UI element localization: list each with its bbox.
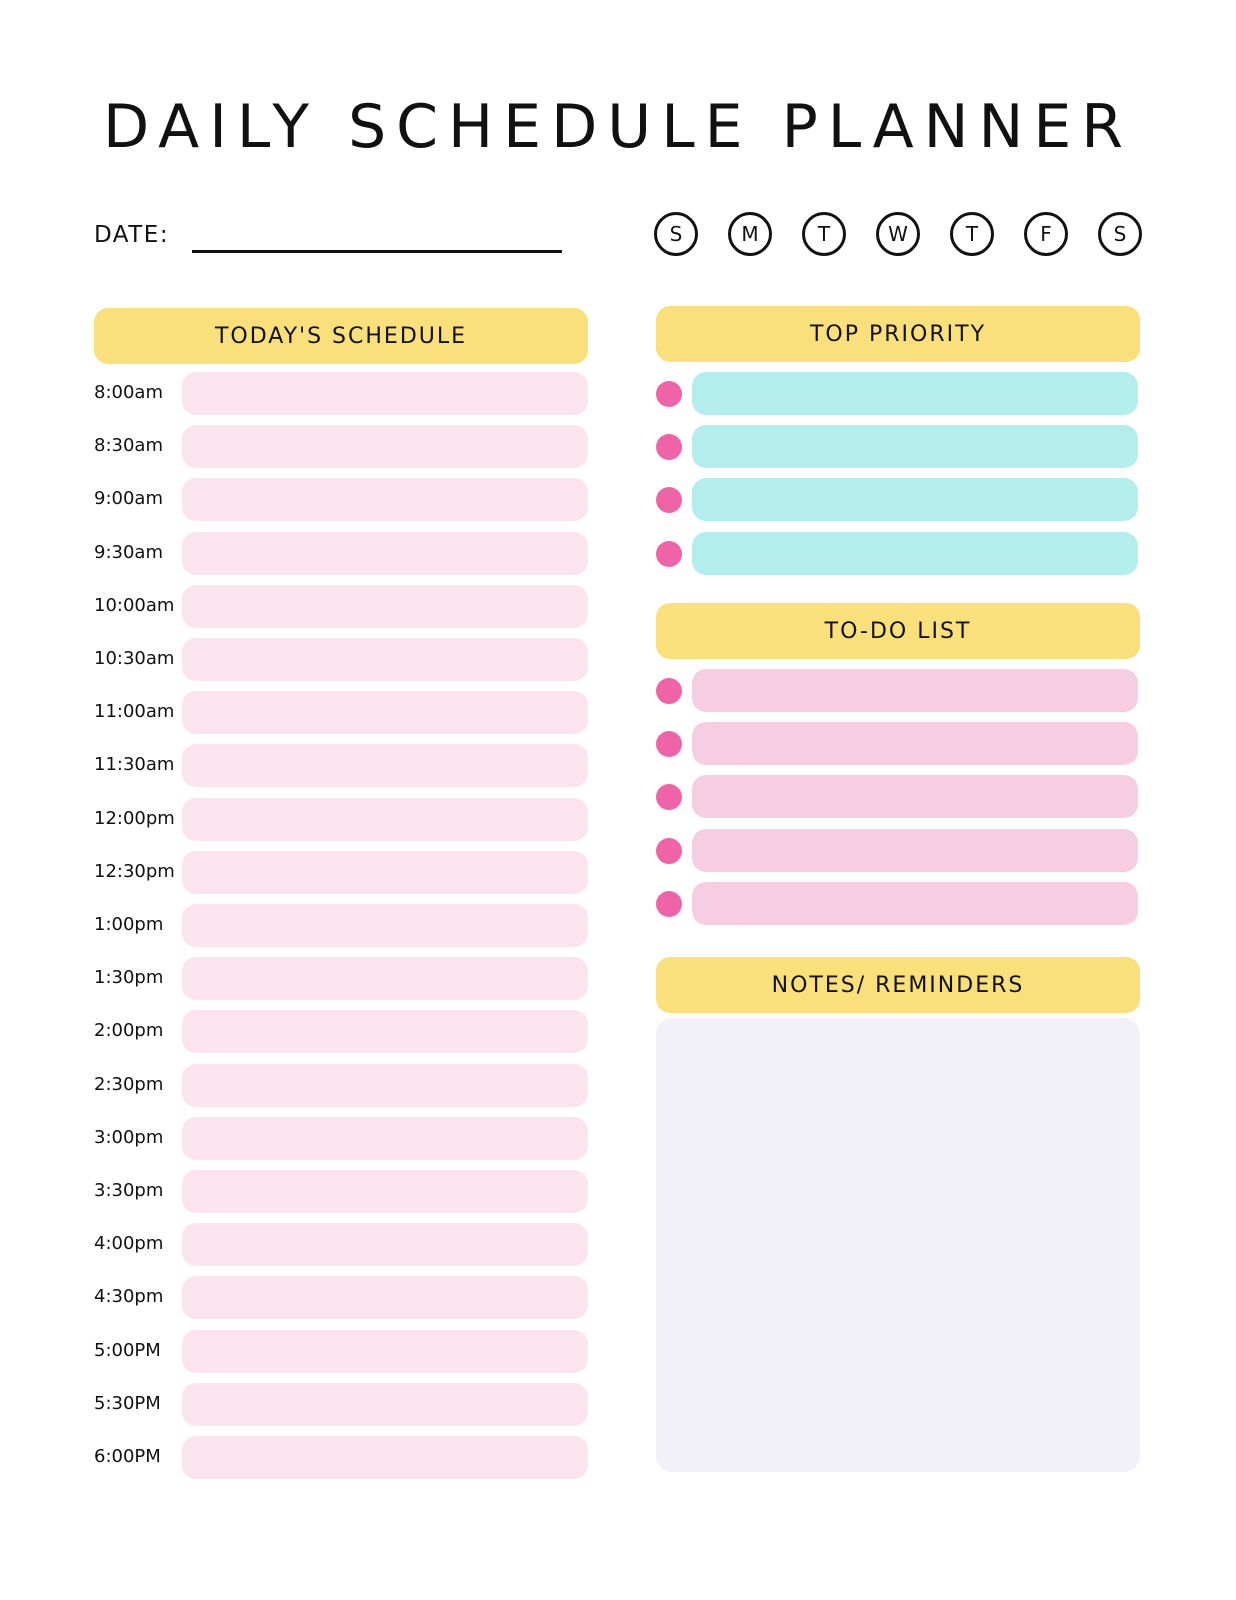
day-circle-monday[interactable]: M: [728, 212, 772, 256]
time-label: 2:00pm: [94, 1020, 164, 1041]
bullet-icon: [656, 381, 682, 407]
time-label: 10:30am: [94, 648, 175, 669]
day-circle-saturday[interactable]: S: [1098, 212, 1142, 256]
time-label: 9:30am: [94, 542, 163, 563]
schedule-slot[interactable]: [182, 957, 588, 1000]
schedule-slot[interactable]: [182, 691, 588, 734]
time-label: 9:00am: [94, 488, 163, 509]
time-label: 8:00am: [94, 382, 163, 403]
schedule-slot[interactable]: [182, 372, 588, 415]
bullet-icon: [656, 838, 682, 864]
priority-item-field[interactable]: [692, 478, 1138, 521]
time-label: 6:00PM: [94, 1446, 161, 1467]
priority-item-field[interactable]: [692, 425, 1138, 468]
notes-area[interactable]: [656, 1018, 1140, 1472]
schedule-slot[interactable]: [182, 1064, 588, 1107]
bullet-icon: [656, 678, 682, 704]
schedule-slot[interactable]: [182, 1383, 588, 1426]
todo-header: TO-DO LIST: [656, 603, 1140, 659]
weekday-selector: [654, 212, 1136, 256]
schedule-slot[interactable]: [182, 1010, 588, 1053]
priority-item-field[interactable]: [692, 372, 1138, 415]
bullet-icon: [656, 784, 682, 810]
bullet-icon: [656, 434, 682, 460]
schedule-slot[interactable]: [182, 1276, 588, 1319]
day-circle-sunday[interactable]: S: [654, 212, 698, 256]
time-label: 1:30pm: [94, 967, 164, 988]
schedule-slot[interactable]: [182, 532, 588, 575]
time-label: 5:00PM: [94, 1340, 161, 1361]
todo-item-field[interactable]: [692, 669, 1138, 712]
schedule-slot[interactable]: [182, 1117, 588, 1160]
day-circle-tuesday[interactable]: T: [802, 212, 846, 256]
time-label: 4:00pm: [94, 1233, 164, 1254]
todo-item-field[interactable]: [692, 829, 1138, 872]
schedule-slot[interactable]: [182, 851, 588, 894]
bullet-icon: [656, 731, 682, 757]
day-circle-friday[interactable]: F: [1024, 212, 1068, 256]
day-circle-wednesday[interactable]: W: [876, 212, 920, 256]
bullet-icon: [656, 541, 682, 567]
notes-header: NOTES/ REMINDERS: [656, 957, 1140, 1013]
schedule-slot[interactable]: [182, 425, 588, 468]
schedule-slot[interactable]: [182, 1436, 588, 1479]
schedule-slot[interactable]: [182, 744, 588, 787]
schedule-slot[interactable]: [182, 478, 588, 521]
time-label: 3:00pm: [94, 1127, 164, 1148]
time-label: 11:00am: [94, 701, 175, 722]
schedule-slot[interactable]: [182, 798, 588, 841]
time-label: 11:30am: [94, 754, 175, 775]
time-label: 3:30pm: [94, 1180, 164, 1201]
time-label: 10:00am: [94, 595, 175, 616]
todo-item-field[interactable]: [692, 882, 1138, 925]
todo-item-field[interactable]: [692, 775, 1138, 818]
time-label: 8:30am: [94, 435, 163, 456]
schedule-slot[interactable]: [182, 1170, 588, 1213]
schedule-slot[interactable]: [182, 585, 588, 628]
page-title: DAILY SCHEDULE PLANNER: [103, 92, 1133, 162]
time-label: 1:00pm: [94, 914, 164, 935]
day-circle-thursday[interactable]: T: [950, 212, 994, 256]
time-label: 4:30pm: [94, 1286, 164, 1307]
schedule-header: TODAY'S SCHEDULE: [94, 308, 588, 364]
time-label: 12:00pm: [94, 808, 175, 829]
priority-item-field[interactable]: [692, 532, 1138, 575]
time-label: 2:30pm: [94, 1074, 164, 1095]
date-input-line[interactable]: [192, 250, 562, 253]
priority-header: TOP PRIORITY: [656, 306, 1140, 362]
time-label: 12:30pm: [94, 861, 175, 882]
time-label: 5:30PM: [94, 1393, 161, 1414]
date-label: DATE:: [94, 222, 170, 248]
schedule-slot[interactable]: [182, 904, 588, 947]
bullet-icon: [656, 487, 682, 513]
bullet-icon: [656, 891, 682, 917]
schedule-slot[interactable]: [182, 1330, 588, 1373]
todo-item-field[interactable]: [692, 722, 1138, 765]
schedule-slot[interactable]: [182, 638, 588, 681]
schedule-slot[interactable]: [182, 1223, 588, 1266]
